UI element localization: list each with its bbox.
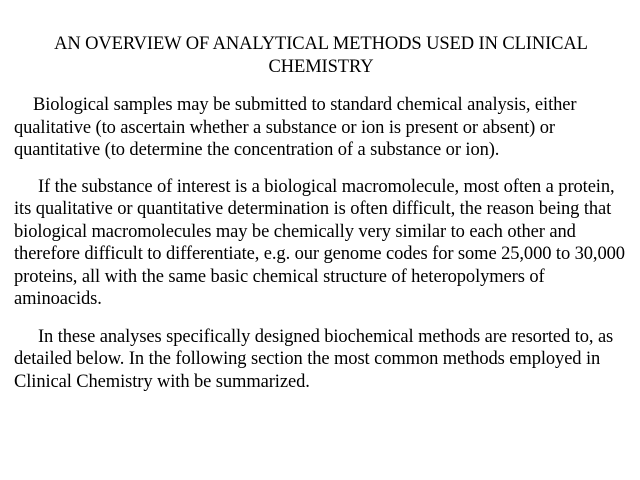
paragraph-2 — [14, 176, 628, 311]
document-page — [14, 33, 628, 393]
document-title: AN OVERVIEW OF ANALYTICAL METHODS USED IN CLINICAL CHEMISTRY — [54, 34, 588, 77]
paragraph-2-text: If the substance of interest is a biological macromolecule, most often a protein, its qualitative or quantitative determination is often difficult, the reason being that biological macromolecules may be chemically very similar to each other and therefore difficult to differentiate, e.g. our genome codes for some 25,000 to 30,000 proteins, all with the same basic chemical structure of heteropolymers of aminoacids. — [14, 176, 625, 309]
paragraph-1 — [14, 94, 628, 162]
paragraph-3 — [14, 326, 628, 394]
paragraph-3-text: In these analyses specifically designed biochemical methods are resorted to, as detailed below. In the following section the most common methods employed in Clinical Chemistry with be summarized. — [14, 326, 614, 392]
paragraph-1-text: Biological samples may be submitted to standard chemical analysis, either qualitative (to ascertain whether a substance or ion is present or absent) or quantitative (to determine the concentration of a substance or ion). — [14, 95, 577, 160]
